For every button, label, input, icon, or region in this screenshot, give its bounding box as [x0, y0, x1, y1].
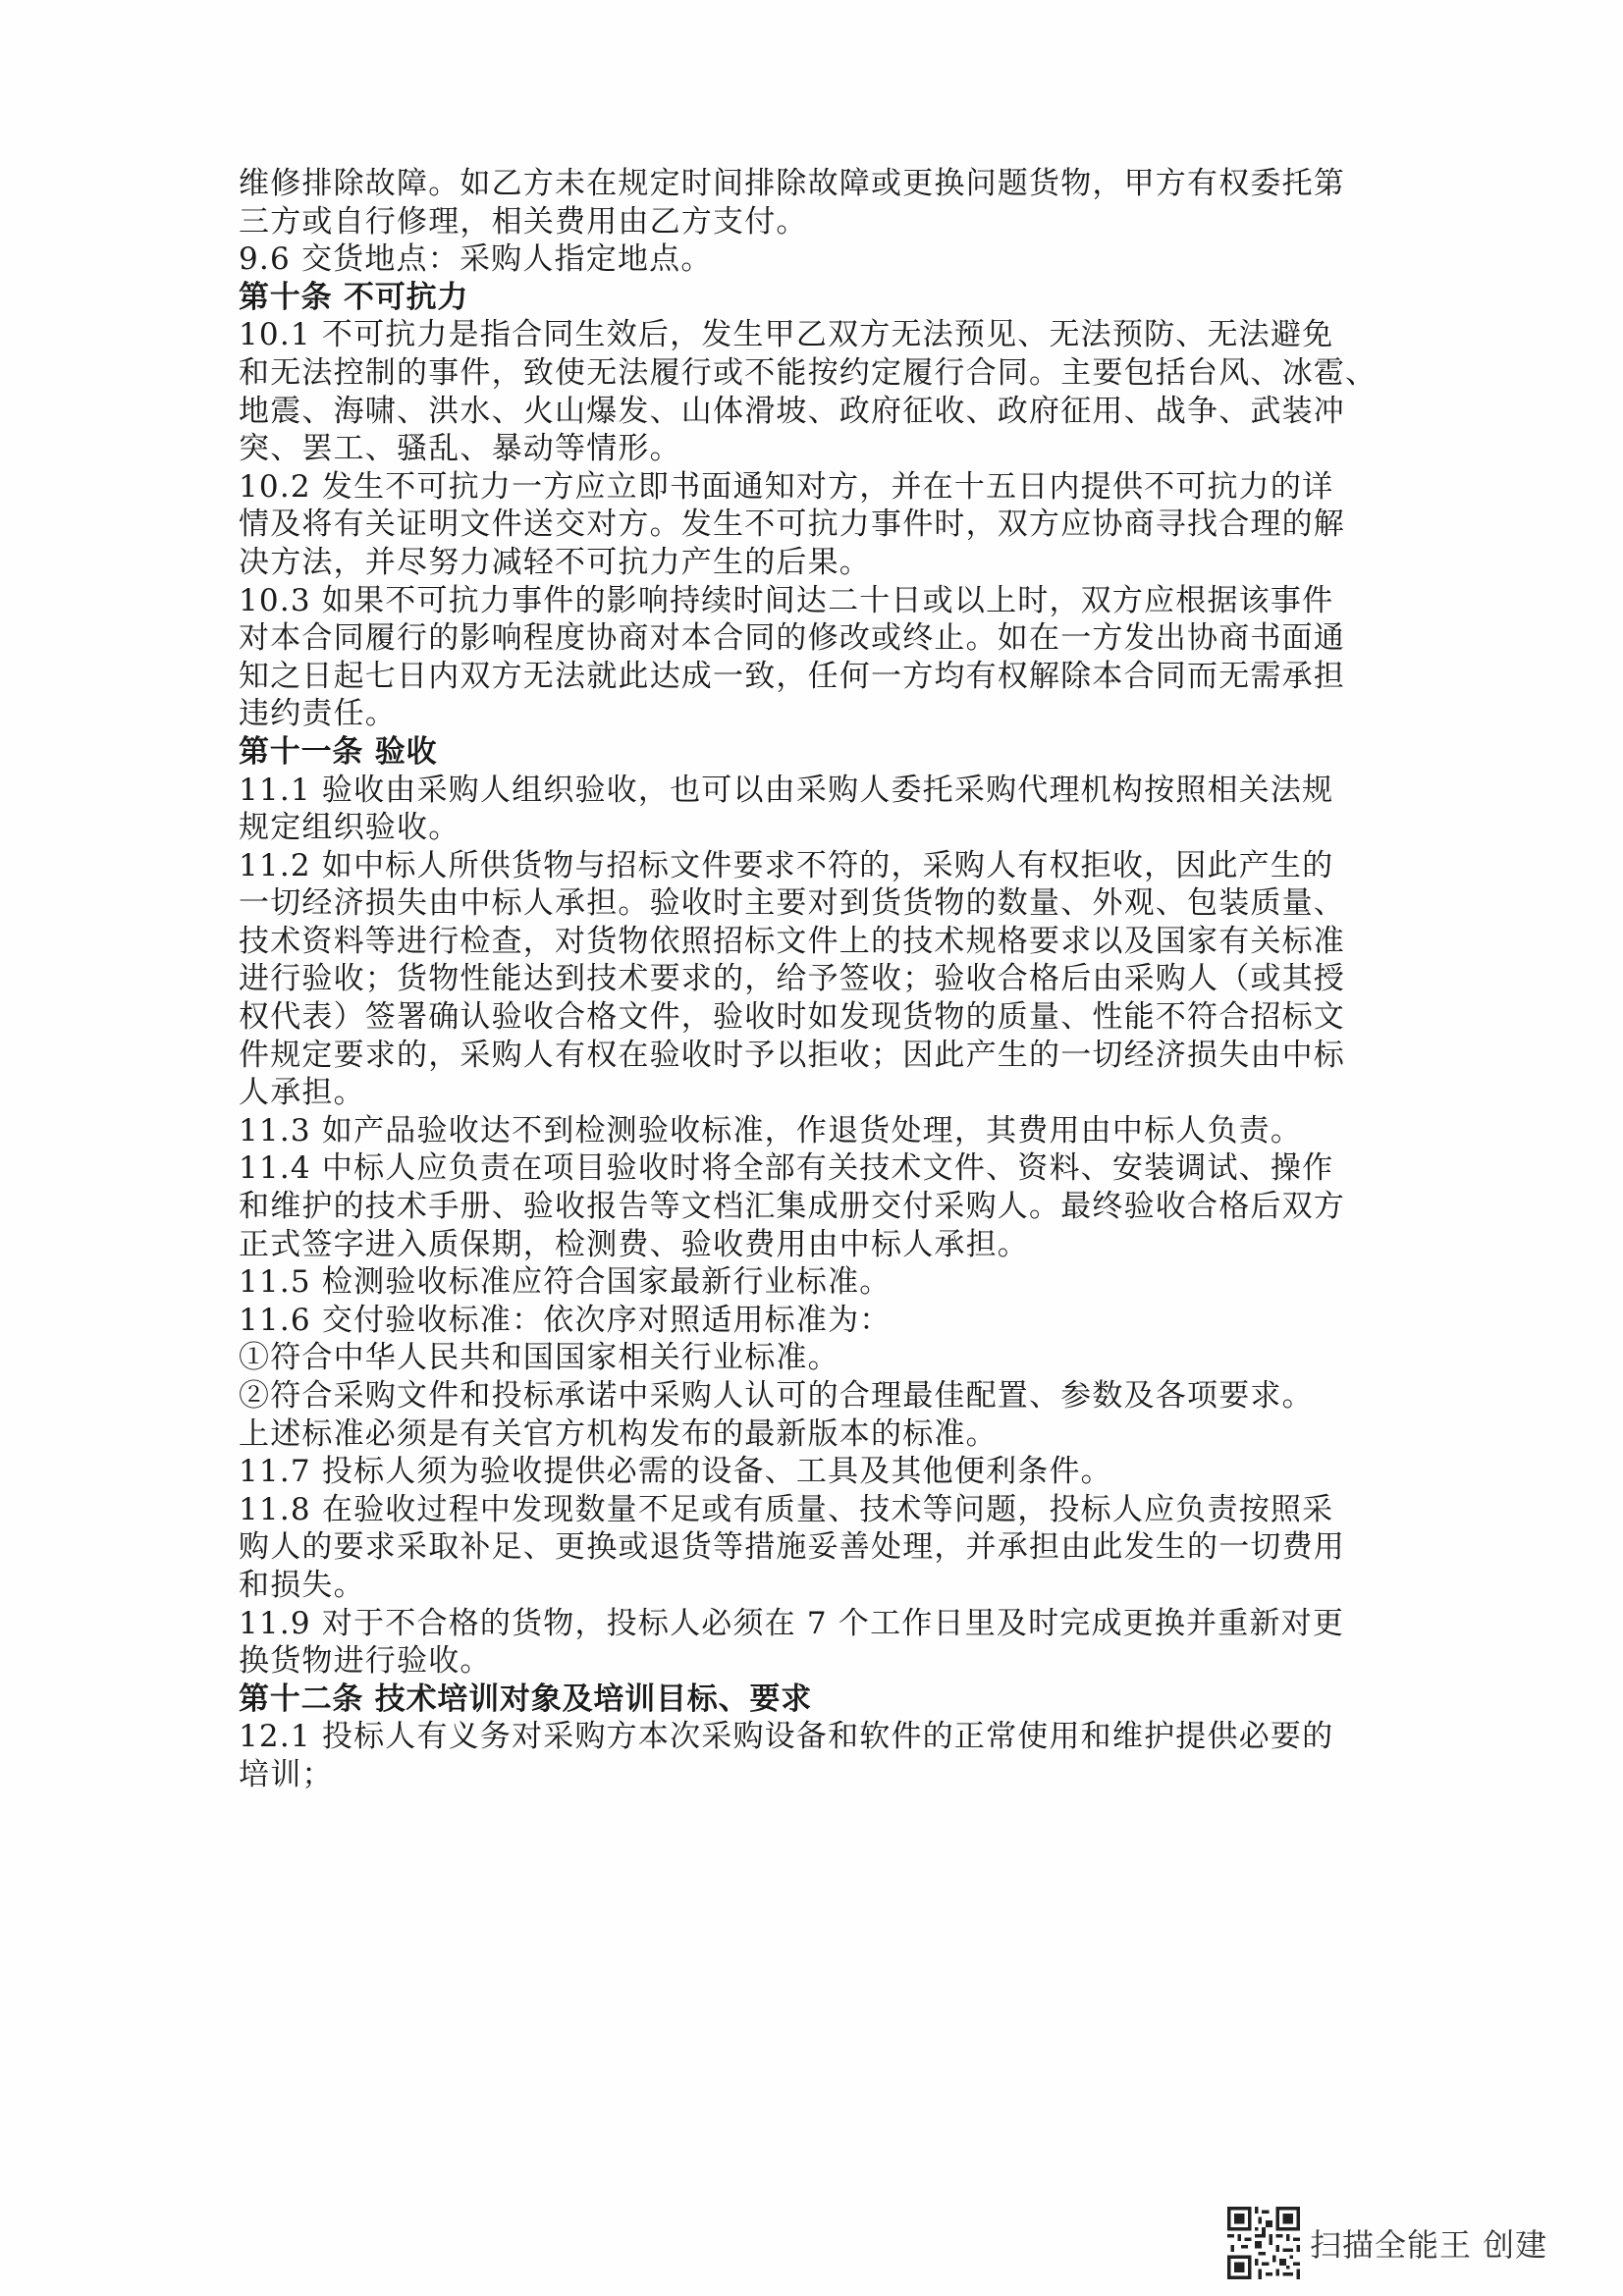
text-line: 人承担。	[239, 1075, 365, 1111]
qr-code-icon	[1227, 2207, 1300, 2279]
text-line: 规定组织验收。	[239, 810, 460, 846]
scanner-watermark	[1227, 2204, 1600, 2282]
text-line: 11.6 交付验收标准：依次序对照适用标准为：	[239, 1302, 892, 1338]
text-line: 10.2 发生不可抗力一方应立即书面通知对方，并在十五日内提供不可抗力的详	[239, 468, 1334, 505]
text-line: 地震、海啸、洪水、火山爆发、山体滑坡、政府征收、政府征用、战争、武装冲	[239, 393, 1345, 429]
text-line: 突、罢工、骚乱、暴动等情形。	[239, 431, 681, 467]
text-line: 上述标准必须是有关官方机构发布的最新版本的标准。	[239, 1415, 998, 1452]
text-line: 培训；	[239, 1756, 334, 1792]
text-line: 11.8 在验收过程中发现数量不足或有质量、技术等问题，投标人应负责按照采	[239, 1491, 1334, 1527]
text-line: 11.5 检测验收标准应符合国家最新行业标准。	[239, 1264, 892, 1301]
text-line: 技术资料等进行检查，对货物依照招标文件上的技术规格要求以及国家有关标准	[239, 923, 1345, 959]
text-line: 10.1 不可抗力是指合同生效后，发生甲乙双方无法预见、无法预防、无法避免	[239, 317, 1334, 353]
section-heading: 第十一条 验收	[239, 733, 438, 770]
text-line: 决方法，并尽努力减轻不可抗力产生的后果。	[239, 544, 871, 580]
text-line: 10.3 如果不可抗力事件的影响持续时间达二十日或以上时，双方应根据该事件	[239, 582, 1334, 618]
section-heading: 第十二条 技术培训对象及培训目标、要求	[239, 1681, 812, 1717]
text-line: 11.3 如产品验收达不到检测验收标准，作退货处理，其费用由中标人负责。	[239, 1112, 1303, 1148]
text-line: 维修排除故障。如乙方未在规定时间排除故障或更换问题货物，甲方有权委托第	[239, 166, 1345, 201]
text-line: 购人的要求采取补足、更换或退货等措施妥善处理，并承担由此发生的一切费用	[239, 1529, 1345, 1566]
text-line: 违约责任。	[239, 696, 397, 732]
text-line: 9.6 交货地点：采购人指定地点。	[239, 241, 713, 278]
text-line: 和损失。	[239, 1567, 365, 1603]
text-line: 三方或自行修理，相关费用由乙方支付。	[239, 203, 808, 240]
text-line: 换货物进行验收。	[239, 1643, 492, 1680]
scanner-credit-text: 扫描全能王 创建	[1310, 2226, 1548, 2264]
text-line: 11.2 如中标人所供货物与招标文件要求不符的，采购人有权拒收，因此产生的	[239, 847, 1334, 883]
text-line: 对本合同履行的影响程度协商对本合同的修改或终止。如在一方发出协商书面通	[239, 620, 1345, 657]
text-line: 11.1 验收由采购人组织验收，也可以由采购人委托采购代理机构按照相关法规	[239, 772, 1334, 808]
text-line: 正式签字进入质保期，检测费、验收费用由中标人承担。	[239, 1226, 1029, 1262]
text-line: 进行验收；货物性能达到技术要求的，给予签收；验收合格后由采购人（或其授	[239, 961, 1345, 997]
text-line: 情及将有关证明文件送交对方。发生不可抗力事件时，双方应协商寻找合理的解	[239, 507, 1345, 543]
text-line: ①符合中华人民共和国国家相关行业标准。	[239, 1340, 839, 1376]
text-line: 一切经济损失由中标人承担。验收时主要对到货货物的数量、外观、包装质量、	[239, 885, 1345, 922]
text-line: ②符合采购文件和投标承诺中采购人认可的合理最佳配置、参数及各项要求。	[239, 1378, 1314, 1414]
text-line: 12.1 投标人有义务对采购方本次采购设备和软件的正常使用和维护提供必要的	[239, 1719, 1334, 1755]
text-line: 11.9 对于不合格的货物，投标人必须在 7 个工作日里及时完成更换并重新对更	[239, 1605, 1345, 1641]
section-heading: 第十条 不可抗力	[239, 279, 469, 315]
text-line: 和无法控制的事件，致使无法履行或不能按约定履行合同。主要包括台风、冰雹、	[239, 354, 1378, 391]
text-line: 和维护的技术手册、验收报告等文档汇集成册交付采购人。最终验收合格后双方	[239, 1189, 1345, 1225]
text-line: 件规定要求的，采购人有权在验收时予以拒收；因此产生的一切经济损失由中标	[239, 1037, 1345, 1073]
text-line: 知之日起七日内双方无法就此达成一致，任何一方均有权解除本合同而无需承担	[239, 658, 1345, 694]
text-line: 11.7 投标人须为验收提供必需的设备、工具及其他便利条件。	[239, 1454, 1112, 1490]
text-line: 权代表）签署确认验收合格文件，验收时如发现货物的质量、性能不符合招标文	[239, 999, 1345, 1036]
document-body	[239, 165, 1378, 1794]
text-line: 11.4 中标人应负责在项目验收时将全部有关技术文件、资料、安装调试、操作	[239, 1150, 1334, 1187]
